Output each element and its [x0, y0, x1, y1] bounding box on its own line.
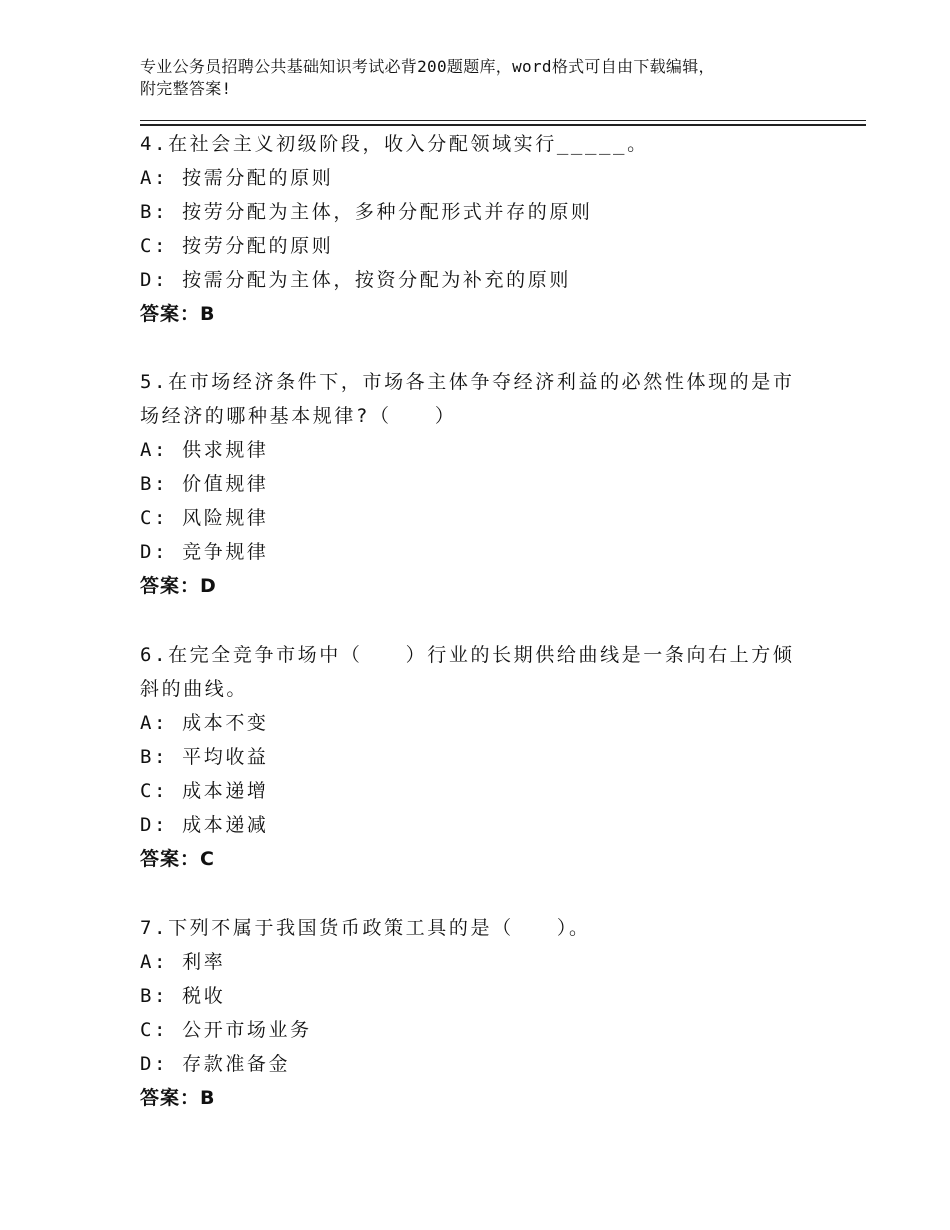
question-text-line-2: 斜的曲线。 [140, 678, 249, 700]
option-a: A: 利率 [140, 951, 226, 973]
question-6 [140, 638, 820, 876]
option-b: B: 按劳分配为主体，多种分配形式并存的原则 [140, 201, 593, 223]
option-b: B: 价值规律 [140, 473, 269, 495]
option-d: D: 竞争规律 [140, 541, 269, 563]
header-line-1: 专业公务员招聘公共基础知识考试必背200题题库，word格式可自由下载编辑， [140, 57, 715, 76]
question-text: 4.在社会主义初级阶段，收入分配领域实行_____。 [140, 133, 649, 155]
question-text: 7.下列不属于我国货币政策工具的是（ ）。 [140, 917, 591, 939]
question-4 [140, 127, 820, 331]
answer-label: 答案：B [140, 303, 216, 325]
option-d: D: 存款准备金 [140, 1053, 291, 1075]
answer-label: 答案：D [140, 575, 217, 597]
option-c: C: 公开市场业务 [140, 1019, 312, 1041]
option-c: C: 风险规律 [140, 507, 269, 529]
question-text-line-2: 场经济的哪种基本规律?（ ） [140, 405, 457, 427]
document-header [140, 56, 840, 100]
question-text-line-1: 5.在市场经济条件下，市场各主体争夺经济利益的必然性体现的是市 [140, 371, 795, 393]
question-5 [140, 365, 820, 603]
header-divider-thick [140, 124, 866, 126]
answer-label: 答案：B [140, 1087, 216, 1109]
option-a: A: 成本不变 [140, 712, 269, 734]
header-divider-thin [140, 120, 866, 121]
option-d: D: 按需分配为主体，按资分配为补充的原则 [140, 269, 571, 291]
option-d: D: 成本递减 [140, 814, 269, 836]
header-line-2: 附完整答案! [140, 79, 232, 98]
answer-label: 答案：C [140, 848, 215, 870]
option-c: C: 按劳分配的原则 [140, 235, 334, 257]
option-a: A: 供求规律 [140, 439, 269, 461]
option-a: A: 按需分配的原则 [140, 167, 334, 189]
option-c: C: 成本递增 [140, 780, 269, 802]
question-7 [140, 911, 820, 1115]
question-text-line-1: 6.在完全竞争市场中（ ）行业的长期供给曲线是一条向右上方倾 [140, 644, 795, 666]
option-b: B: 平均收益 [140, 746, 269, 768]
option-b: B: 税收 [140, 985, 226, 1007]
